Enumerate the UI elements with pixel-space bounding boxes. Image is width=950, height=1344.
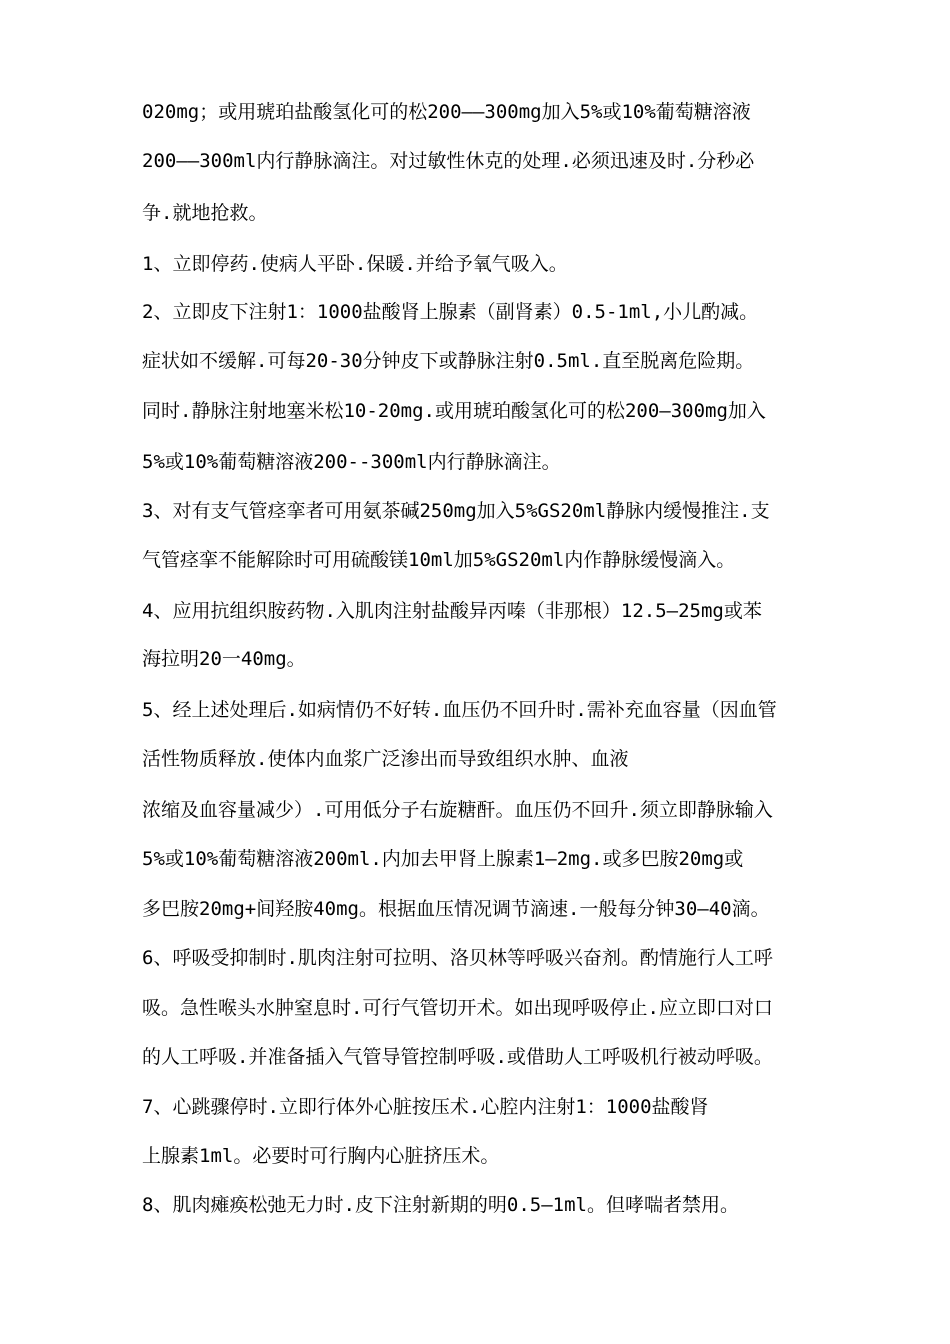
text-line: 6、呼吸受抑制时.肌肉注射可拉明、洛贝林等呼吸兴奋剂。酌情施行人工呼 — [142, 947, 773, 969]
text-line: 吸。急性喉头水肿窒息时.可行气管切开术。如出现呼吸停止.应立即口对口 — [142, 997, 773, 1019]
text-line: 1、立即停药.使病人平卧.保暖.并给予氧气吸入。 — [142, 253, 568, 275]
text-line: 3、对有支气管痉挛者可用氨茶碱250mg加入5%GS20ml静脉内缓慢推注.支 — [142, 500, 770, 522]
text-line: 200——300ml内行静脉滴注。对过敏性休克的处理.必须迅速及时.分秒必 — [142, 150, 755, 172]
text-line: 上腺素1ml。必要时可行胸内心脏挤压术。 — [142, 1145, 500, 1167]
text-line: 020mg；或用琥珀盐酸氢化可的松200——300mg加入5%或10%葡萄糖溶液 — [142, 101, 751, 123]
text-line: 5、经上述处理后.如病情仍不好转.血压仍不回升时.需补充血容量（因血管 — [142, 699, 777, 721]
text-line: 2、立即皮下注射1：1000盐酸肾上腺素（副肾素）0.5-1ml,小儿酌减。 — [142, 301, 759, 323]
text-line: 症状如不缓解.可每20-30分钟皮下或静脉注射0.5ml.直至脱离危险期。 — [142, 350, 755, 372]
text-line: 多巴胺20mg+间羟胺40mg。根据血压情况调节滴速.一般每分钟30—40滴。 — [142, 898, 770, 920]
text-line: 气管痉挛不能解除时可用硫酸镁10ml加5%GS20ml内作静脉缓慢滴入。 — [142, 549, 736, 571]
text-line: 活性物质释放.使体内血浆广泛渗出而导致组织水肿、血液 — [142, 748, 629, 770]
text-line: 海拉明20一40mg。 — [142, 648, 306, 670]
text-line: 争.就地抢救。 — [142, 202, 268, 224]
text-line: 同时.静脉注射地塞米松10-20mg.或用琥珀酸氢化可的松200—300mg加入 — [142, 400, 766, 422]
text-line: 浓缩及血容量减少）.可用低分子右旋糖酐。血压仍不回升.须立即静脉输入 — [142, 799, 773, 821]
text-line: 的人工呼吸.并准备插入气管导管控制呼吸.或借助人工呼吸机行被动呼吸。 — [142, 1046, 773, 1068]
text-line: 7、心跳骤停时.立即行体外心脏按压术.心腔内注射1：1000盐酸肾 — [142, 1096, 709, 1118]
text-line: 8、肌肉瘫痪松弛无力时.皮下注射新期的明0.5—1ml。但哮喘者禁用。 — [142, 1194, 739, 1216]
text-line: 4、应用抗组织胺药物.入肌肉注射盐酸异丙嗪（非那根）12.5—25mg或苯 — [142, 600, 762, 622]
text-line: 5%或10%葡萄糖溶液200ml.内加去甲肾上腺素1—2mg.或多巴胺20mg或 — [142, 848, 744, 870]
text-line: 5%或10%葡萄糖溶液200--300ml内行静脉滴注。 — [142, 451, 561, 473]
